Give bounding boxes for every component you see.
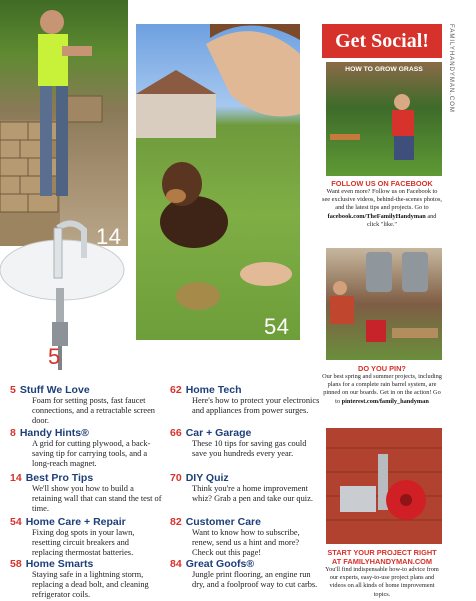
- toc-entry-desc: Want to know how to subscribe, renew, send us a hint and more? Check out this page!: [192, 528, 300, 558]
- toc-entry-page: 8: [10, 427, 16, 439]
- toc-entry[interactable]: [10, 384, 162, 427]
- toc-entry-title: Home Care + Repair: [25, 516, 126, 528]
- toc-entry[interactable]: [10, 472, 162, 515]
- toc-entry-page: 84: [170, 558, 182, 570]
- pinterest-link[interactable]: pinterest.com/family_handyman: [341, 397, 429, 405]
- toc-entry-desc: Think you're a home improvement whiz? Grab a pen and take our quiz.: [192, 484, 313, 504]
- toc-entry-title: Home Tech: [185, 384, 242, 396]
- toc-entry-page: 58: [10, 558, 22, 570]
- get-social-banner: Get Social!: [322, 24, 442, 58]
- video-caption: HOW TO GROW GRASS: [345, 66, 423, 73]
- photo-rain-barrel: [326, 248, 442, 360]
- toc-entry-desc: Jungle print flooring, an engine run dry, and a foolproof way to cut carbs.: [192, 570, 318, 590]
- pinterest-text: [322, 373, 442, 406]
- toc-entry[interactable]: [10, 427, 162, 470]
- toc-entry-page: 70: [170, 472, 182, 484]
- retaining-wall-illustration: [0, 0, 128, 246]
- dog-lawn-illustration: [136, 24, 300, 340]
- toc-entry-desc: These 10 tips for saving gas could save you hundreds every year.: [192, 439, 307, 459]
- photo-faucet: [0, 218, 128, 370]
- spine-label: [448, 24, 462, 584]
- pinterest-body: Our best spring and summer projects, including plans for a complete rain barrel system, are pinned on our boards. Get in on the action! Go to: [322, 373, 442, 405]
- toc-entry-page: 82: [170, 516, 182, 528]
- toc-entry-title: DIY Quiz: [185, 472, 229, 484]
- facebook-text: [322, 188, 442, 229]
- toc-entry-page: 14: [10, 472, 22, 484]
- spine-text: FAMILYHANDYMAN.COM: [448, 24, 454, 113]
- toc-entry-title: Great Goofs®: [185, 558, 255, 570]
- facebook-heading: FOLLOW US ON FACEBOOK: [331, 179, 433, 188]
- toc-entry-title: Customer Care: [185, 516, 261, 528]
- toc-entry-desc: Staying safe in a lightning storm, replacing a dead bolt, and cleaning refrigerator coils.: [32, 570, 149, 600]
- facebook-body: Want even more? Follow us on Facebook to see exclusive videos, behind-the-scenes photos, and the latest tips and projects. Go to: [322, 188, 442, 212]
- facebook-link[interactable]: facebook.com/TheFamilyHandyman: [327, 212, 426, 220]
- photo-spigot: [326, 428, 442, 544]
- project-heading: [322, 548, 442, 566]
- project-body: You'll find indispensable how-to advice from our experts, easy-to-use project plans and videos on all kinds of home improvement topics.: [325, 566, 439, 598]
- toc-entry[interactable]: [10, 516, 162, 559]
- toc-entry-page: 5: [10, 384, 16, 396]
- toc-entry[interactable]: [170, 516, 322, 559]
- toc-entry-title: Best Pro Tips: [25, 472, 94, 484]
- toc-entry[interactable]: [170, 427, 322, 459]
- toc-entry[interactable]: [170, 384, 322, 416]
- rain-barrel-illustration: [326, 248, 442, 360]
- faucet-illustration: [0, 218, 128, 370]
- toc-entry-desc: We'll show you how to build a retaining wall that can stand the test of time.: [32, 484, 162, 514]
- toc-entry-desc: Here's how to protect your electronics and appliances from power surges.: [192, 396, 320, 416]
- video-thumbnail-grow-grass[interactable]: [326, 62, 442, 176]
- project-heading-line2[interactable]: AT FAMILYHANDYMAN.COM: [331, 557, 433, 566]
- toc-entry[interactable]: [170, 558, 322, 590]
- photo-page-number-5: 5: [48, 344, 61, 369]
- video-thumbnail-illustration: [326, 62, 442, 176]
- facebook-tail: and click "like.": [367, 212, 437, 228]
- toc-entry-desc: Foam for setting posts, fast faucet connections, and a retractable screen door.: [32, 396, 155, 426]
- toc-entry-desc: Fixing dog spots in your lawn, resetting circuit breakers and replacing thermostat batteries.: [32, 528, 135, 558]
- toc-entry-title: Stuff We Love: [19, 384, 90, 396]
- toc-entry-title: Handy Hints®: [19, 427, 89, 439]
- toc-entry-desc: A grid for cutting plywood, a back-saving tip for carrying tools, and a long-reach magnet.: [32, 439, 151, 469]
- toc-entry[interactable]: [170, 472, 322, 504]
- toc-entry-title: Home Smarts: [25, 558, 94, 570]
- photo-dog-lawn: [136, 24, 300, 340]
- photo-page-number-14: 14: [96, 224, 122, 249]
- photo-page-number-54: 54: [264, 314, 290, 339]
- spigot-illustration: [326, 428, 442, 544]
- toc-entry-title: Car + Garage: [185, 427, 252, 439]
- toc-entry-page: 62: [170, 384, 182, 396]
- photo-retaining-wall: [0, 0, 128, 246]
- toc-entry-page: 54: [10, 516, 22, 528]
- project-heading-line1: START YOUR PROJECT RIGHT: [327, 548, 437, 557]
- pinterest-heading: DO YOU PIN?: [358, 364, 406, 373]
- toc-entry-page: 66: [170, 427, 182, 439]
- toc-entry[interactable]: [10, 558, 162, 601]
